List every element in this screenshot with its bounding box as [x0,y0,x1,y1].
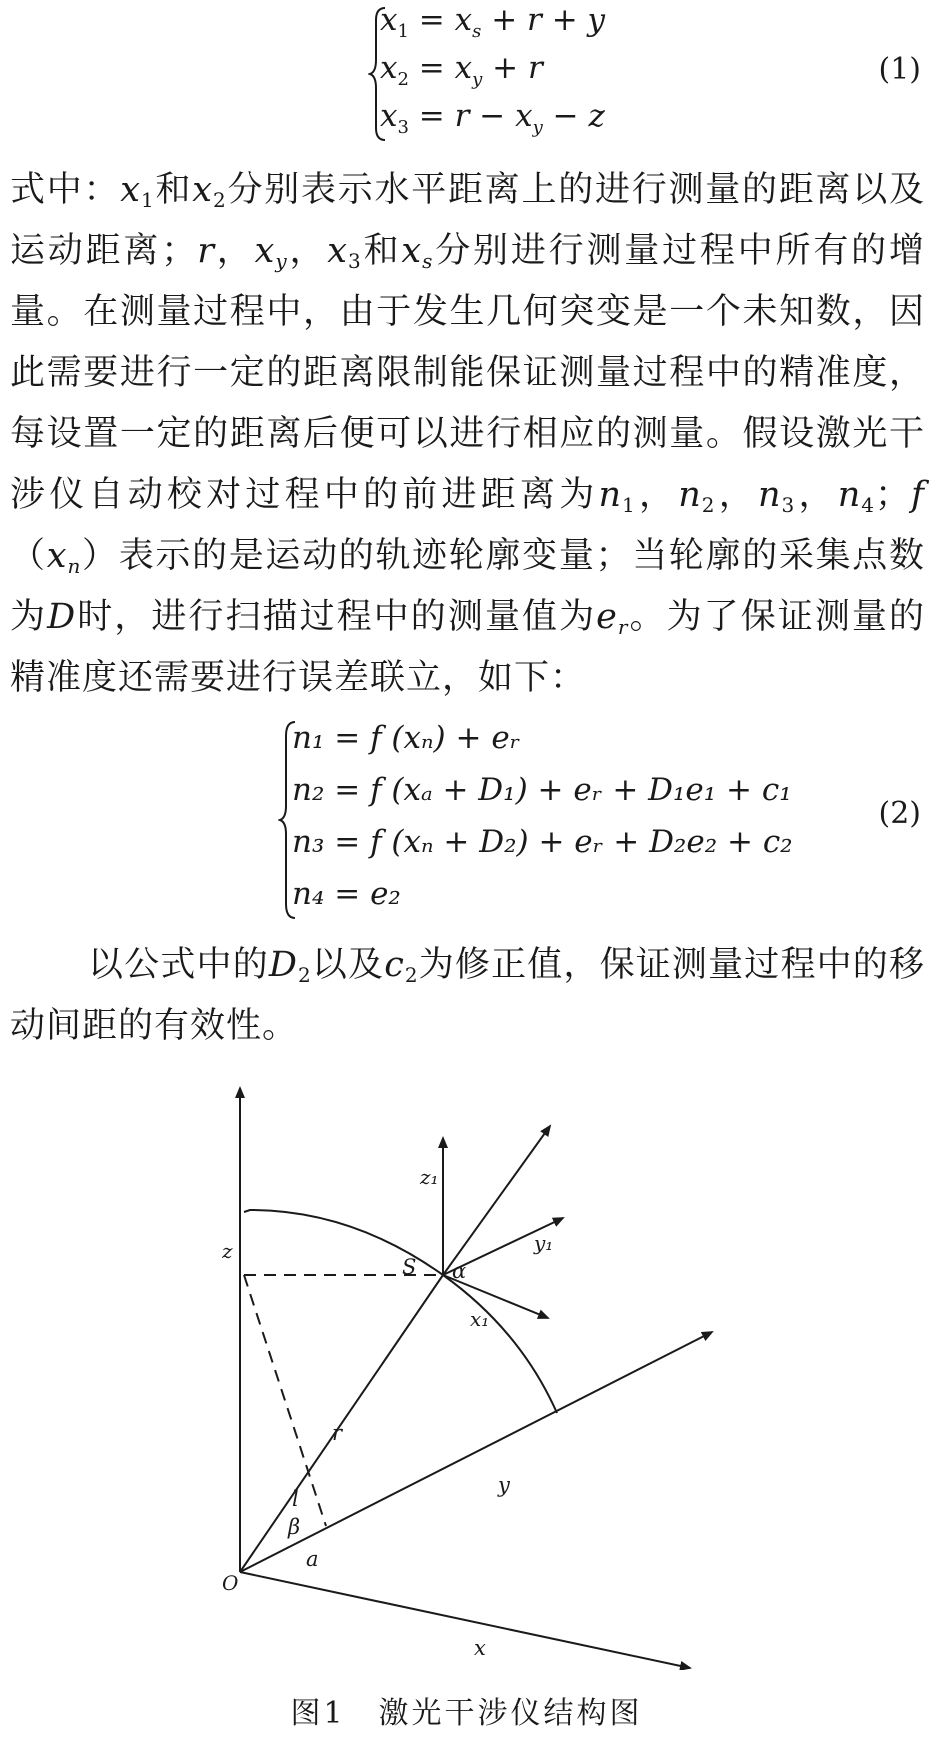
x-axis [240,1572,690,1668]
equation-2-line-4: n₄ = e₂ [292,876,401,912]
figure-caption: 图1 激光干涉仪结构图 [290,1696,643,1731]
equation-1-line-1-rhs-sub: s [472,21,482,43]
equation-2 [0,716,933,926]
equation-1-line-2-lhs-sub: 2 [397,69,409,91]
equation-1 [0,0,933,150]
label-s: S [402,1255,417,1279]
label-r: r [332,1421,343,1445]
label-o: O [222,1571,239,1595]
equation-1-line-3: $x_3 = r - x_y - z$ [380,98,605,139]
label-x: x [474,1636,486,1660]
equation-2-line-3: n₃ = f (xₙ + D₂) + eᵣ + D₂e₂ + c₂ [292,824,793,860]
label-alpha: α [452,1259,467,1283]
equation-2-line-1: n₁ = f (xₙ) + eᵣ [292,720,521,756]
label-y: y [498,1473,510,1497]
equation-1-line-2-rhs-sub: y [472,69,483,91]
label-a: a [306,1547,319,1571]
label-y1: y₁ [534,1231,554,1255]
l-dashed-line [244,1275,326,1526]
equation-1-line-2: $x_2 = x_y + r$ [380,50,543,91]
paragraph-2: 以公式中的$D_2$以及$c_2$为修正值，保证测量过程中的移动间距的有效性。 [10,945,925,1046]
y-axis [240,1332,712,1572]
paragraph-1: 式中：$x_1$和$x_2$分别表示水平距离上的进行测量的距离以及运动距离；r，$x_y$，$x_3$和$x_s$分别进行测量过程中所有的增量。在测量过程中，由于发生几何突变是一个未知数，因此需要进行一定的距离限制能保证测量过程中的精准度，每设置一定的距离后便可以进行相应的测量。假设激光干涉仪自动校对过程中的前进距离为$n_1$，$n_2$，$n_3$，$n_4$；$f(x_n)$表示的是运动的轨迹轮廓变量；当轮廓的采集点数为D时，进行扫描过程中的测量值为$e_r$。为了保证测量的精准度还需要进行误差联立，如下： [10,170,925,698]
equation-1-line-1-lhs-sub: 1 [397,21,409,43]
label-l: l [292,1487,299,1511]
equation-1-line-3-rhs-sub: y [532,117,543,139]
equation-2-line-2: n₂ = f (xₐ + D₁) + eᵣ + D₁e₁ + c₁ [292,772,792,808]
sphere-arc [244,1210,557,1413]
label-z1: z₁ [420,1165,439,1189]
equation-1-number: (1) [878,52,921,87]
label-z: z [222,1239,233,1263]
label-beta: β [288,1515,301,1539]
equation-2-number: (2) [878,796,921,831]
equation-1-line-1: $x_1 = x_s + r + y$ [380,2,606,43]
label-x1: x₁ [470,1307,490,1331]
equation-1-line-3-lhs-sub: 3 [397,117,409,139]
figure-1-diagram [0,1070,933,1670]
